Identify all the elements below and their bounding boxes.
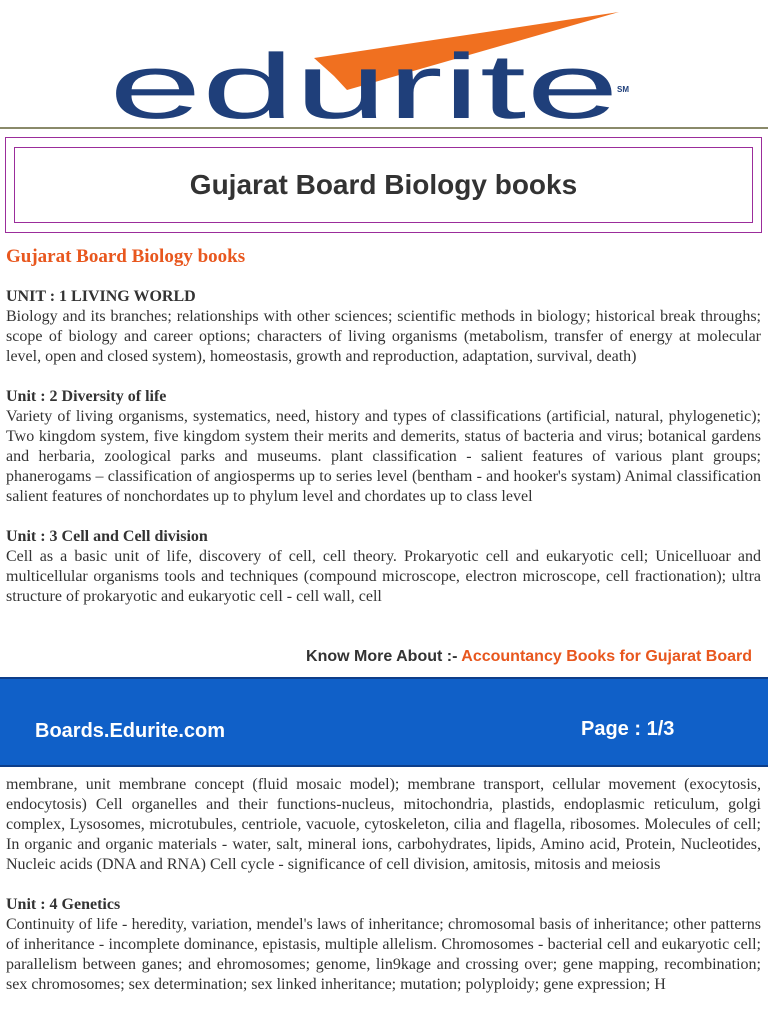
- document-body-page-1: [6, 245, 761, 627]
- unit-body: Biology and its branches; relationships with other sciences; scientific methods in biology; historical break throughs; scope of biology and career options; characters of living organisms (metabolism, transfer of energy at molecular level, open and closed system), homeostasis, growth and reproduction, adaptation, survival, death): [6, 308, 761, 365]
- unit-body: membrane, unit membrane concept (fluid mosaic model); membrane transport, cellular movement (exocytosis, endocytosis) Cell organelles and their functions-nucleus, mitochondria, plastids, endoplasmic reticulum, golgi complex, Lysosomes, microtubules, centriole, vacuole, cytoskeleton, cilia and flagella, ribosomes. Molecules of cell; In organic and organic materials - water, salt, mineral ions, carbohydrates, lipids, Amino acid, Protein, Nucleotides, Nucleic acids (DNA and RNA) Cell cycle - significance of cell division, amitosis, mitosis and meiosis: [6, 776, 761, 873]
- know-more-prefix: Know More About :-: [306, 648, 462, 665]
- unit-3: [6, 527, 761, 607]
- logo-service-mark: SM: [617, 85, 629, 94]
- unit-4: [6, 895, 761, 995]
- unit-body: Continuity of life - heredity, variation, mendel's laws of inheritance; chromosomal basis of inheritance; other patterns of inheritance - incomplete dominance, epistasis, multiple allelism. Chromosomes - bacterial cell and eukaryotic cell; parallelism between ganes; and ehromosomes; genome, lin9kage and crossing over; gene mapping, recombination; sex chromosomes; sex determination; sex linked inheritance; mutation; polyploidy; gene expression; H: [6, 916, 761, 993]
- page-footer-bar: [0, 677, 768, 767]
- unit-title: Unit : 3 Cell and Cell division: [6, 528, 208, 545]
- section-heading: Gujarat Board Biology books: [6, 246, 246, 267]
- title-banner-inner: [14, 147, 753, 223]
- edurite-logo[interactable]: [109, 6, 647, 124]
- unit-1: [6, 287, 761, 367]
- title-banner: [5, 137, 762, 233]
- unit-2: [6, 387, 761, 507]
- know-more-line: [306, 648, 752, 666]
- header-divider: [0, 127, 768, 129]
- page-title: Gujarat Board Biology books: [189, 169, 578, 200]
- unit-title: Unit : 4 Genetics: [6, 896, 121, 913]
- document-body-page-2: [6, 775, 761, 1015]
- unit-title: Unit : 2 Diversity of life: [6, 388, 167, 405]
- unit-title: UNIT : 1 LIVING WORLD: [6, 288, 196, 305]
- page-indicator: Page : 1/3: [581, 718, 675, 740]
- unit-body: Variety of living organisms, systematics, need, history and types of classifications (artificial, natural, phylogenetic); Two kingdom system, five kingdom system their merits and demerits, status of bacteria and virus; botanical gardens and herbaria, zoological parks and museums. plant classification - salient features of various plant groups; phanerogams – classification of angiosperms up to series level (bentham - and hooker's systam) Animal classification salient features of nonchordates up to phylum level and chordates up to class level: [6, 408, 761, 505]
- unit-body: Cell as a basic unit of life, discovery of cell, cell theory. Prokaryotic cell and eukaryotic cell; Unicelluoar and multicellular organisms tools and techniques (compound microscope, electron microscope, cell fractionation); ultra structure of prokaryotic and eukaryotic cell - cell wall, cell: [6, 548, 761, 605]
- logo-wordmark: edurite: [109, 36, 619, 124]
- unit-3-continued: [6, 775, 761, 875]
- accountancy-books-link[interactable]: Accountancy Books for Gujarat Board: [461, 648, 752, 665]
- site-link[interactable]: Boards.Edurite.com: [35, 720, 226, 742]
